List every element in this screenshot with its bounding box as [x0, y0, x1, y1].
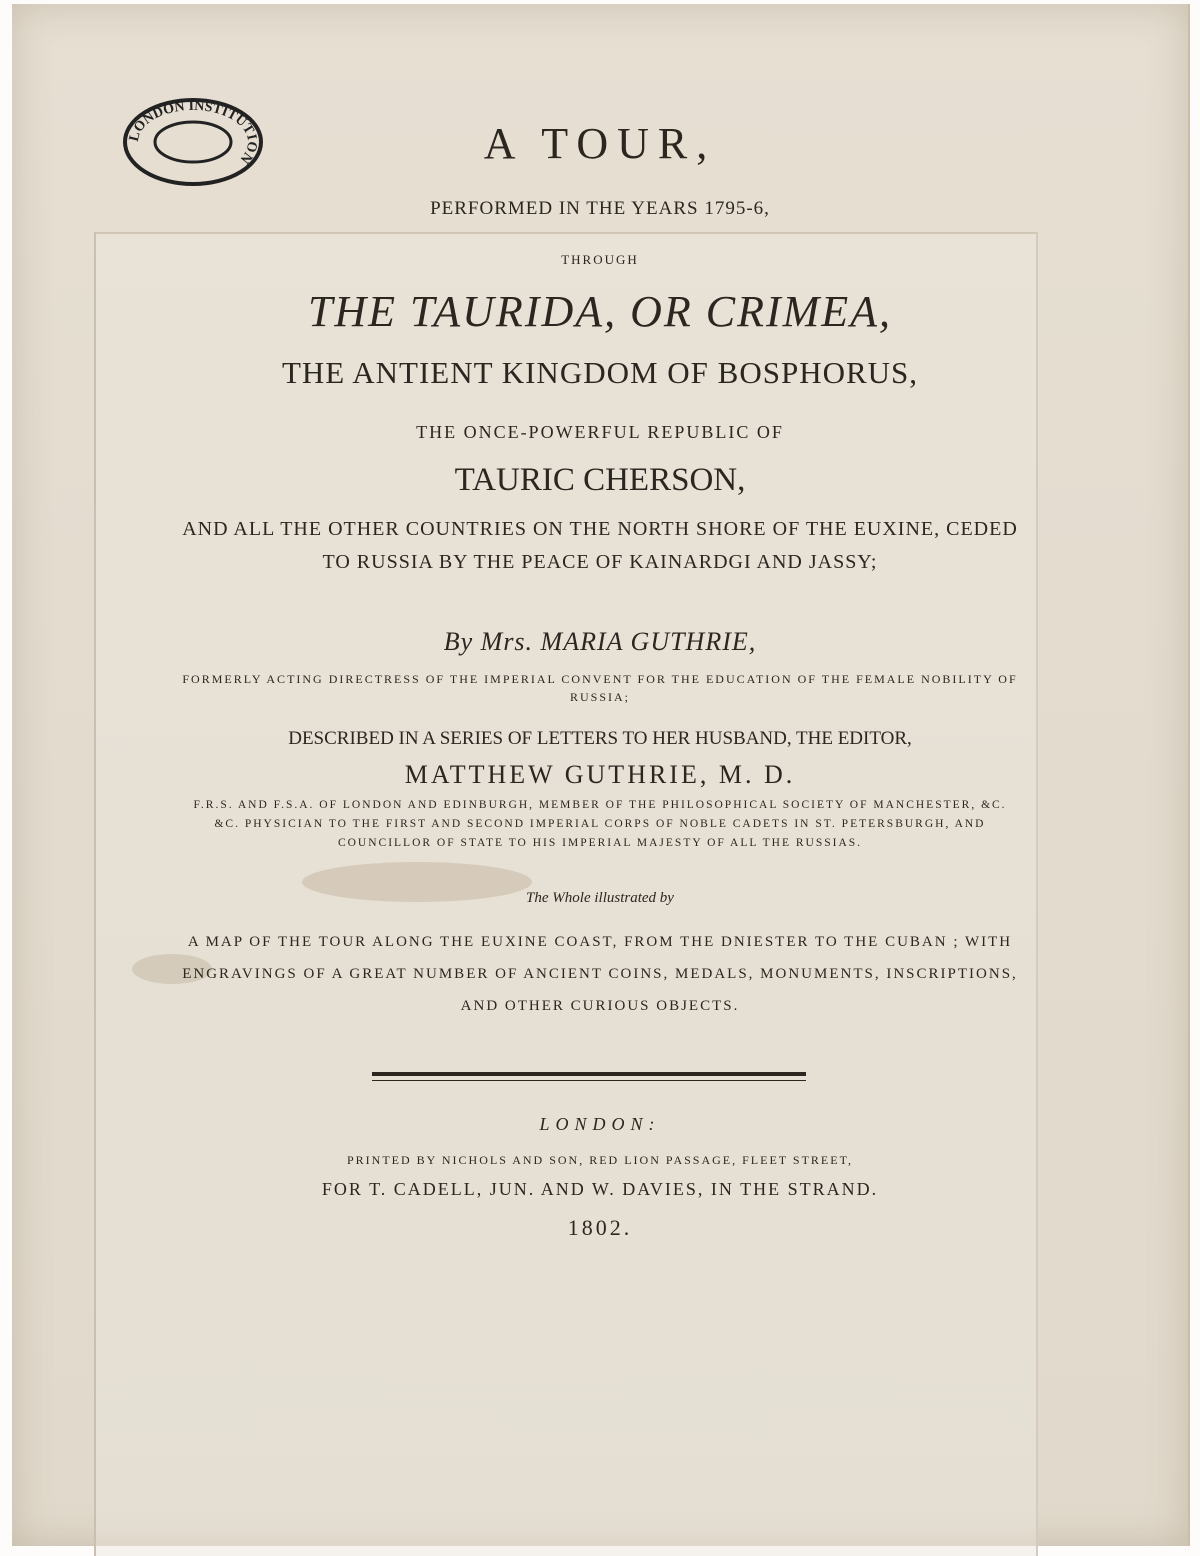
double-rule-thick — [372, 1072, 806, 1076]
imprint-place: LONDON: — [539, 1114, 661, 1134]
author-line: By Mrs. MARIA GUTHRIE, — [443, 627, 757, 656]
author-description: FORMERLY ACTING DIRECTRESS OF THE IMPERIAL CONVENT FOR THE EDUCATION OF THE FEMALE NOBILITY OF RUSSIA; — [182, 672, 1018, 704]
republic-line: THE ONCE-POWERFUL REPUBLIC OF — [416, 422, 784, 442]
editor-description: F.R.S. AND F.S.A. OF LONDON AND EDINBURGH, MEMBER OF THE PHILOSOPHICAL SOCIETY OF MANCHESTER, &C. &C. PHYSICIAN TO THE FIRST AND SECOND IMPERIAL CORPS OF NOBLE CADETS IN ST. PETERSBURGH, AND COUNCILLOR OF STATE TO HIS IMPERIAL MAJESTY OF ALL THE RUSSIAS. — [193, 799, 1007, 849]
editor-name: MATTHEW GUTHRIE, M. D. — [404, 760, 796, 789]
imprint-printer: PRINTED BY NICHOLS AND SON, RED LION PASSAGE, FLEET STREET, — [346, 1153, 854, 1167]
imprint-publisher: FOR T. CADELL, JUN. AND W. DAVIES, IN THE STRAND. — [321, 1179, 879, 1199]
main-title: THE TAURIDA, OR CRIMEA, — [307, 287, 893, 336]
illustrated-line: The Whole illustrated by — [526, 890, 674, 906]
map-paragraph: A MAP OF THE TOUR ALONG THE EUXINE COAST, FROM THE DNIESTER TO THE CUBAN ; WITH ENGRAVINGS OF A GREAT NUMBER OF ANCIENT COINS, MEDALS, MONUMENTS, INSCRIPTIONS, AND OTHER CURIOUS OBJECTS. — [182, 934, 1018, 1014]
described-line: DESCRIBED IN A SERIES OF LETTERS TO HER HUSBAND, THE EDITOR, — [288, 728, 912, 749]
through-label: THROUGH — [561, 252, 639, 267]
cherson-line: TAURIC CHERSON, — [454, 462, 746, 498]
bosphorus-line: THE ANTIENT KINGDOM OF BOSPHORUS, — [281, 355, 919, 390]
imprint-year: 1802. — [567, 1215, 633, 1240]
double-rule-thin — [372, 1080, 806, 1081]
stamp-text: LONDON INSTITUTION — [126, 98, 260, 167]
book-title: A TOUR, — [483, 119, 717, 168]
countries-paragraph: AND ALL THE OTHER COUNTRIES ON THE NORTH SHORE OF THE EUXINE, CEDED TO RUSSIA BY THE PEACE OF KAINARDGI AND JASSY; — [182, 518, 1018, 573]
subtitle: PERFORMED IN THE YEARS 1795-6, — [430, 198, 770, 219]
